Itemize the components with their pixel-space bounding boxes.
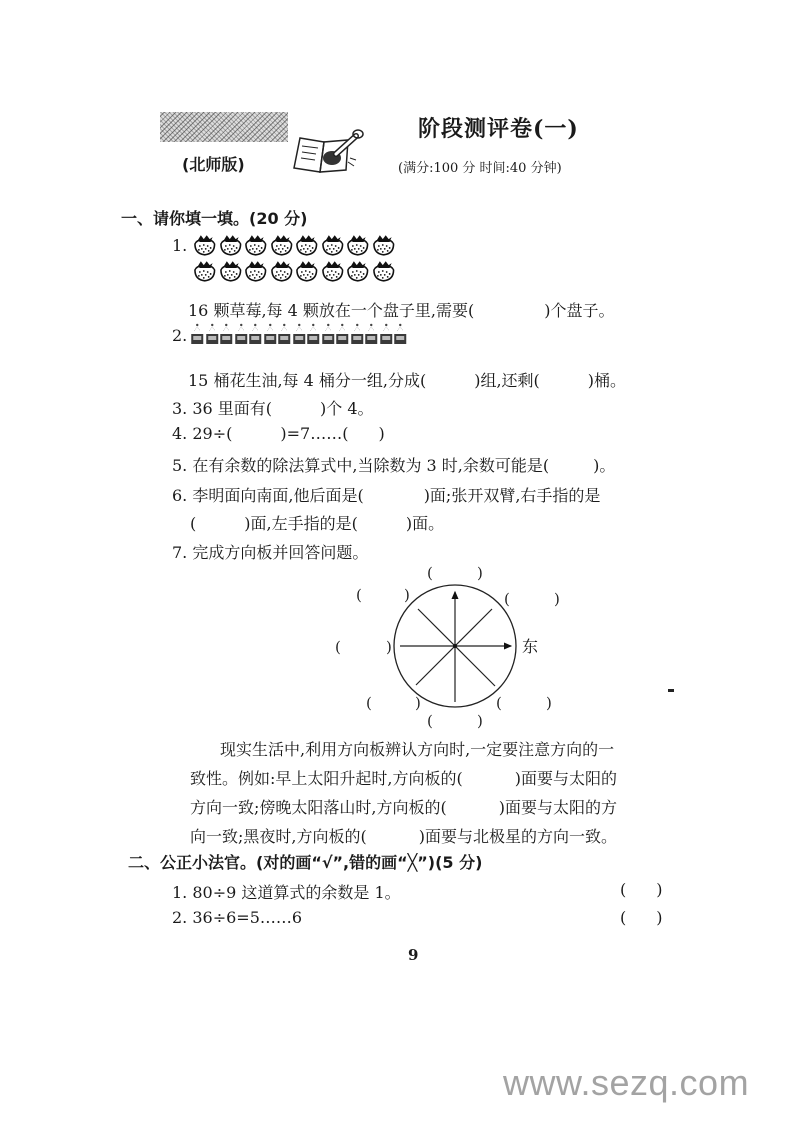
q4-text-b: )=7……( (280, 424, 349, 443)
strawberry-icon (320, 234, 346, 256)
strawberry-icon (269, 234, 295, 256)
q2-text-a: 15 桶花生油,每 4 桶分一组,分成( (188, 371, 427, 390)
svg-text:(: ( (335, 638, 341, 656)
svg-text:): ) (386, 638, 392, 656)
section-1-heading: 一、请你填一填。(20 分) (121, 209, 308, 228)
svg-text:(: ( (427, 564, 433, 582)
paren-open: ( (620, 880, 627, 899)
q1-text-a: 16 颗草莓,每 4 颗放在一个盘子里,需要( (188, 301, 475, 320)
strawberry-group (192, 234, 396, 282)
strawberry-icon (294, 260, 320, 282)
q7-paragraph-line-1: 现实生活中,利用方向板辨认方向时,一定要注意方向的一 (220, 740, 615, 759)
svg-text:): ) (415, 694, 421, 712)
oil-bucket-icon (234, 322, 249, 346)
svg-text:(: ( (356, 586, 362, 604)
textured-banner (160, 112, 288, 142)
q2-text (188, 368, 626, 391)
q3-text-b: )个 4。 (320, 399, 374, 418)
q7-para2-b: )面要与太阳的 (514, 769, 617, 788)
q4-text-a: 4. 29÷( (172, 424, 233, 443)
scan-speck (668, 689, 674, 692)
q6-line-1 (172, 483, 600, 506)
east-label: 东 (522, 637, 539, 656)
q6-text-d: )面,左手指的是( (244, 514, 358, 533)
strawberry-icon (218, 260, 244, 282)
strawberry-icon (218, 234, 244, 256)
q4-text-c: ) (378, 424, 385, 443)
strawberry-icon (320, 260, 346, 282)
q6-text-c: ( (190, 514, 197, 533)
watermark: www.sezq.com (503, 1062, 750, 1103)
oil-bucket-icon (205, 322, 220, 346)
strawberry-icon (269, 260, 295, 282)
svg-text:(: ( (504, 590, 510, 608)
strawberry-icon (192, 234, 218, 256)
q2-number: 2. (172, 326, 188, 345)
q5-text-b: )。 (593, 456, 616, 475)
strawberry-icon (345, 234, 371, 256)
q6-text-e: )面。 (405, 514, 445, 533)
q7-para3-a: 方向一致;傍晚太阳落山时,方向板的( (190, 798, 447, 817)
strawberry-icon (243, 260, 269, 282)
svg-text:): ) (546, 694, 552, 712)
oil-bucket-icon (350, 322, 365, 346)
svg-text:): ) (404, 586, 410, 604)
q4-text (172, 424, 385, 443)
oil-bucket-icon (219, 322, 234, 346)
q1-text (188, 298, 614, 321)
paren-open: ( (620, 908, 627, 927)
judge-item-1-text: 1. 80÷9 这道算式的余数是 1。 (172, 883, 401, 902)
judge-item-2-answer-box[interactable] (620, 908, 663, 927)
paren-close: ) (656, 880, 663, 899)
svg-text:(: ( (366, 694, 372, 712)
oil-bucket-icon (292, 322, 307, 346)
oil-bucket-icon (335, 322, 350, 346)
q7-paragraph-line-3 (190, 795, 617, 818)
q6-text-b: )面;张开双臂,右手指的是 (423, 486, 601, 505)
strawberry-icon (294, 234, 320, 256)
oil-bucket-icon (306, 322, 321, 346)
oil-bucket-icon (190, 322, 205, 346)
strawberry-row (192, 260, 396, 282)
oil-bucket-icon (248, 322, 263, 346)
oil-bucket-icon (393, 322, 408, 346)
strawberry-icon (345, 260, 371, 282)
oil-bucket-icon (379, 322, 394, 346)
svg-text:): ) (554, 590, 560, 608)
q2-text-b: )组,还剩( (474, 371, 540, 390)
oil-bucket-group (190, 322, 408, 346)
section-2-heading: 二、公正小法官。(对的画“√”,错的画“╳”)(5 分) (128, 853, 483, 872)
exam-meta: (满分:100 分 时间:40 分钟) (398, 161, 562, 176)
q7-text: 7. 完成方向板并回答问题。 (172, 543, 369, 562)
paren-close: ) (656, 908, 663, 927)
svg-text:): ) (477, 564, 483, 582)
judge-item-2-text: 2. 36÷6=5……6 (172, 908, 303, 927)
judge-item-1-answer-box[interactable] (620, 880, 663, 899)
oil-bucket-icon (263, 322, 278, 346)
q7-para2-a: 致性。例如:早上太阳升起时,方向板的( (190, 769, 463, 788)
q1-number: 1. (172, 236, 188, 255)
q5-text (172, 453, 615, 476)
svg-text:(: ( (496, 694, 502, 712)
strawberry-icon (371, 260, 397, 282)
q7-para4-b: )面要与北极星的方向一致。 (418, 827, 617, 846)
strawberry-icon (371, 234, 397, 256)
compass-board-diagram (330, 560, 590, 730)
q5-text-a: 5. 在有余数的除法算式中,当除数为 3 时,余数可能是( (172, 456, 550, 475)
book-and-magnifier-icon (290, 128, 370, 178)
oil-bucket-icon (364, 322, 379, 346)
q7-para3-b: )面要与太阳的方 (498, 798, 617, 817)
edition-label: (北师版) (182, 155, 245, 174)
q3-text (172, 396, 374, 419)
q7-para4-a: 向一致;黑夜时,方向板的( (190, 827, 367, 846)
strawberry-row (192, 234, 396, 256)
q2-text-c: )桶。 (587, 371, 627, 390)
oil-bucket-icon (277, 322, 292, 346)
page-title: 阶段测评卷(一) (418, 116, 579, 142)
strawberry-icon (243, 234, 269, 256)
q1-text-b: )个盘子。 (544, 301, 615, 320)
strawberry-icon (192, 260, 218, 282)
page-number: 9 (408, 946, 419, 964)
svg-text:(: ( (427, 712, 433, 730)
q6-text-a: 6. 李明面向南面,他后面是( (172, 486, 364, 505)
q7-paragraph-line-4 (190, 824, 617, 847)
svg-text:): ) (477, 712, 483, 730)
q3-text-a: 3. 36 里面有( (172, 399, 273, 418)
q6-line-2 (190, 511, 444, 534)
q7-paragraph-line-2 (190, 766, 617, 789)
oil-bucket-icon (321, 322, 336, 346)
